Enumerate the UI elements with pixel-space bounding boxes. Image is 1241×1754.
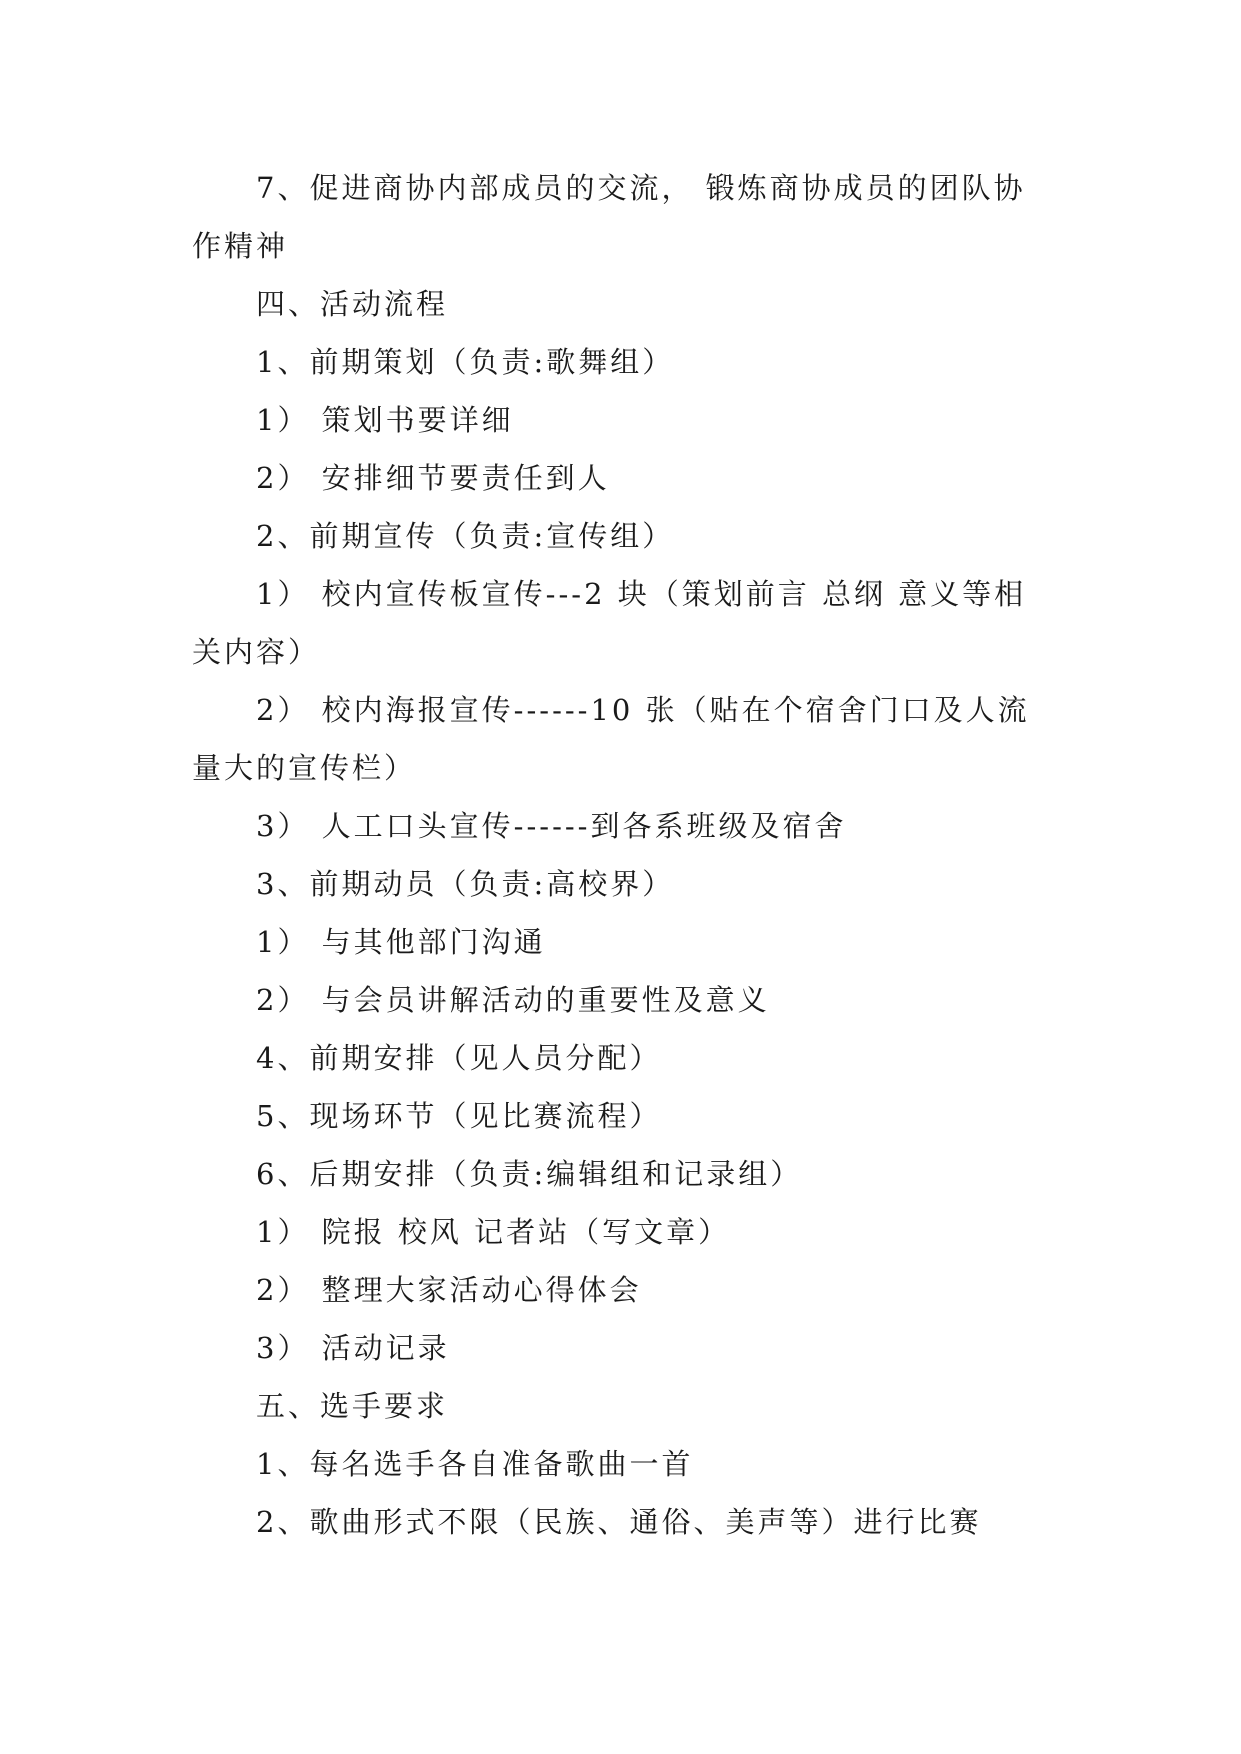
paragraph-publicity-item-3: 3） 人工口头宣传------到各系班级及宿舍 [256,809,847,843]
section-heading-contestant-requirements: 五、选手要求 [256,1389,449,1423]
paragraph-post-item-3: 3） 活动记录 [256,1331,450,1365]
section-heading-activity-process: 四、活动流程 [256,287,449,321]
paragraph-publicity-item-2: 2） 校内海报宣传------10 张（贴在个宿舍门口及人流量大的宣传栏） [192,693,1030,785]
paragraph-post-arrangement: 6、后期安排（负责:编辑组和记录组） [256,1157,803,1191]
paragraph-mobilization: 3、前期动员（负责:高校界） [256,867,675,901]
paragraph-planning-item-2: 2） 安排细节要责任到人 [256,461,610,495]
paragraph-publicity: 2、前期宣传（负责:宣传组） [256,519,675,553]
document-body [192,159,1052,1551]
paragraph-arrangement: 4、前期安排（见人员分配） [256,1041,662,1075]
paragraph-post-item-1: 1） 院报 校风 记者站（写文章） [256,1215,731,1249]
paragraph-onsite: 5、现场环节（见比赛流程） [256,1099,662,1133]
paragraph-requirement-1: 1、每名选手各自准备歌曲一首 [256,1447,694,1481]
paragraph-planning: 1、前期策划（负责:歌舞组） [256,345,675,379]
paragraph-planning-item-1: 1） 策划书要详细 [256,403,514,437]
paragraph-goal-7: 7、促进商协内部成员的交流， 锻炼商协成员的团队协作精神 [192,171,1026,263]
paragraph-post-item-2: 2） 整理大家活动心得体会 [256,1273,642,1307]
paragraph-mobilization-item-2: 2） 与会员讲解活动的重要性及意义 [256,983,770,1017]
paragraph-requirement-2: 2、歌曲形式不限（民族、通俗、美声等）进行比赛 [256,1505,982,1539]
paragraph-publicity-item-1: 1） 校内宣传板宣传---2 块（策划前言 总纲 意义等相关内容） [192,577,1027,669]
paragraph-mobilization-item-1: 1） 与其他部门沟通 [256,925,546,959]
